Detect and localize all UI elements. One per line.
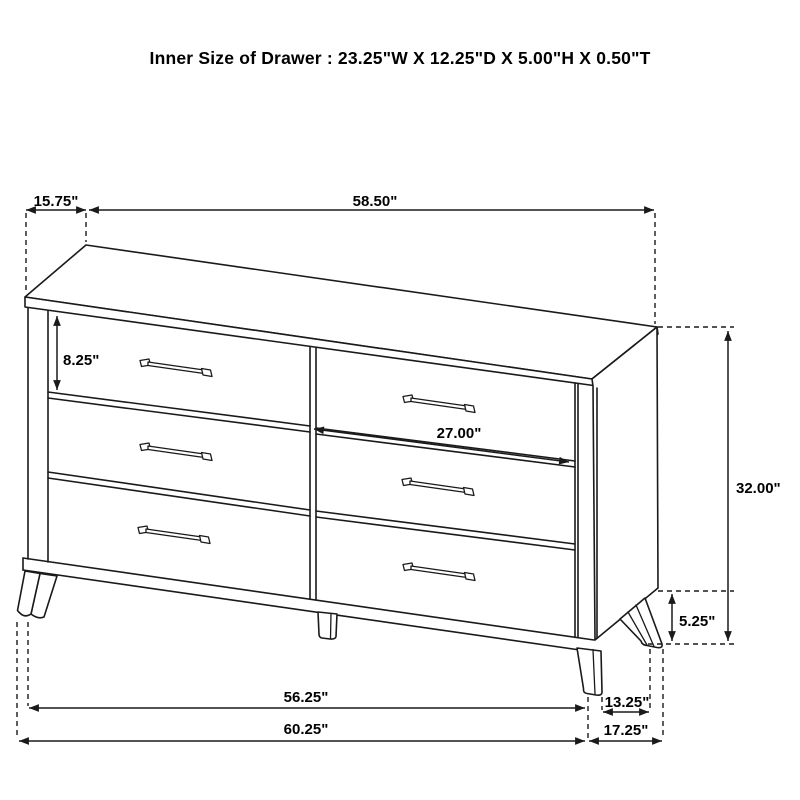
- dim-top-depth: [26, 193, 86, 210]
- dim-drawer-width-label: 27.00": [436, 425, 482, 442]
- dim-leg-height-label: 5.25": [679, 613, 716, 630]
- dim-overall-height-label: 32.00": [736, 480, 781, 497]
- drawer-handle: [403, 563, 475, 581]
- dresser-bottom-rail: [23, 558, 594, 652]
- dim-base-inner-width: [29, 689, 585, 708]
- dim-leg-height: [672, 594, 715, 641]
- dim-foot-overall-depth-label: 17.25": [603, 722, 649, 739]
- dim-drawer-height: [57, 316, 99, 390]
- dim-overall-width-label: 60.25": [283, 721, 329, 738]
- leg-front-left: [18, 571, 58, 618]
- drawer-handle: [138, 526, 210, 544]
- page-title: Inner Size of Drawer : 23.25"W X 12.25"D X 5.00"H X 0.50"T: [149, 48, 651, 68]
- drawer-handle: [140, 443, 212, 461]
- dim-drawer-height-label: 8.25": [63, 352, 100, 369]
- dim-foot-inner-depth-label: 13.25": [604, 694, 650, 711]
- leg-front-right: [577, 648, 602, 695]
- drawer-handle: [402, 478, 474, 496]
- drawer-handles: [138, 359, 475, 581]
- dim-top-width-label: 58.50": [352, 193, 398, 210]
- drawer-handle: [140, 359, 212, 377]
- drawer-handle: [403, 395, 475, 413]
- dim-overall-height: [728, 331, 781, 641]
- leg-center: [318, 612, 337, 639]
- drawer-divider-lines: [48, 392, 575, 550]
- dim-foot-overall-depth: [589, 722, 662, 741]
- dim-top-depth-label: 15.75": [33, 193, 79, 210]
- dresser-illustration: [18, 245, 663, 695]
- dim-top-width: [89, 193, 654, 210]
- dim-base-inner-width-label: 56.25": [283, 689, 329, 706]
- dresser-top-panel: [25, 245, 658, 386]
- dresser-side-panel: [592, 327, 658, 640]
- dim-foot-inner-depth: [603, 694, 649, 712]
- dim-overall-width: [19, 721, 585, 741]
